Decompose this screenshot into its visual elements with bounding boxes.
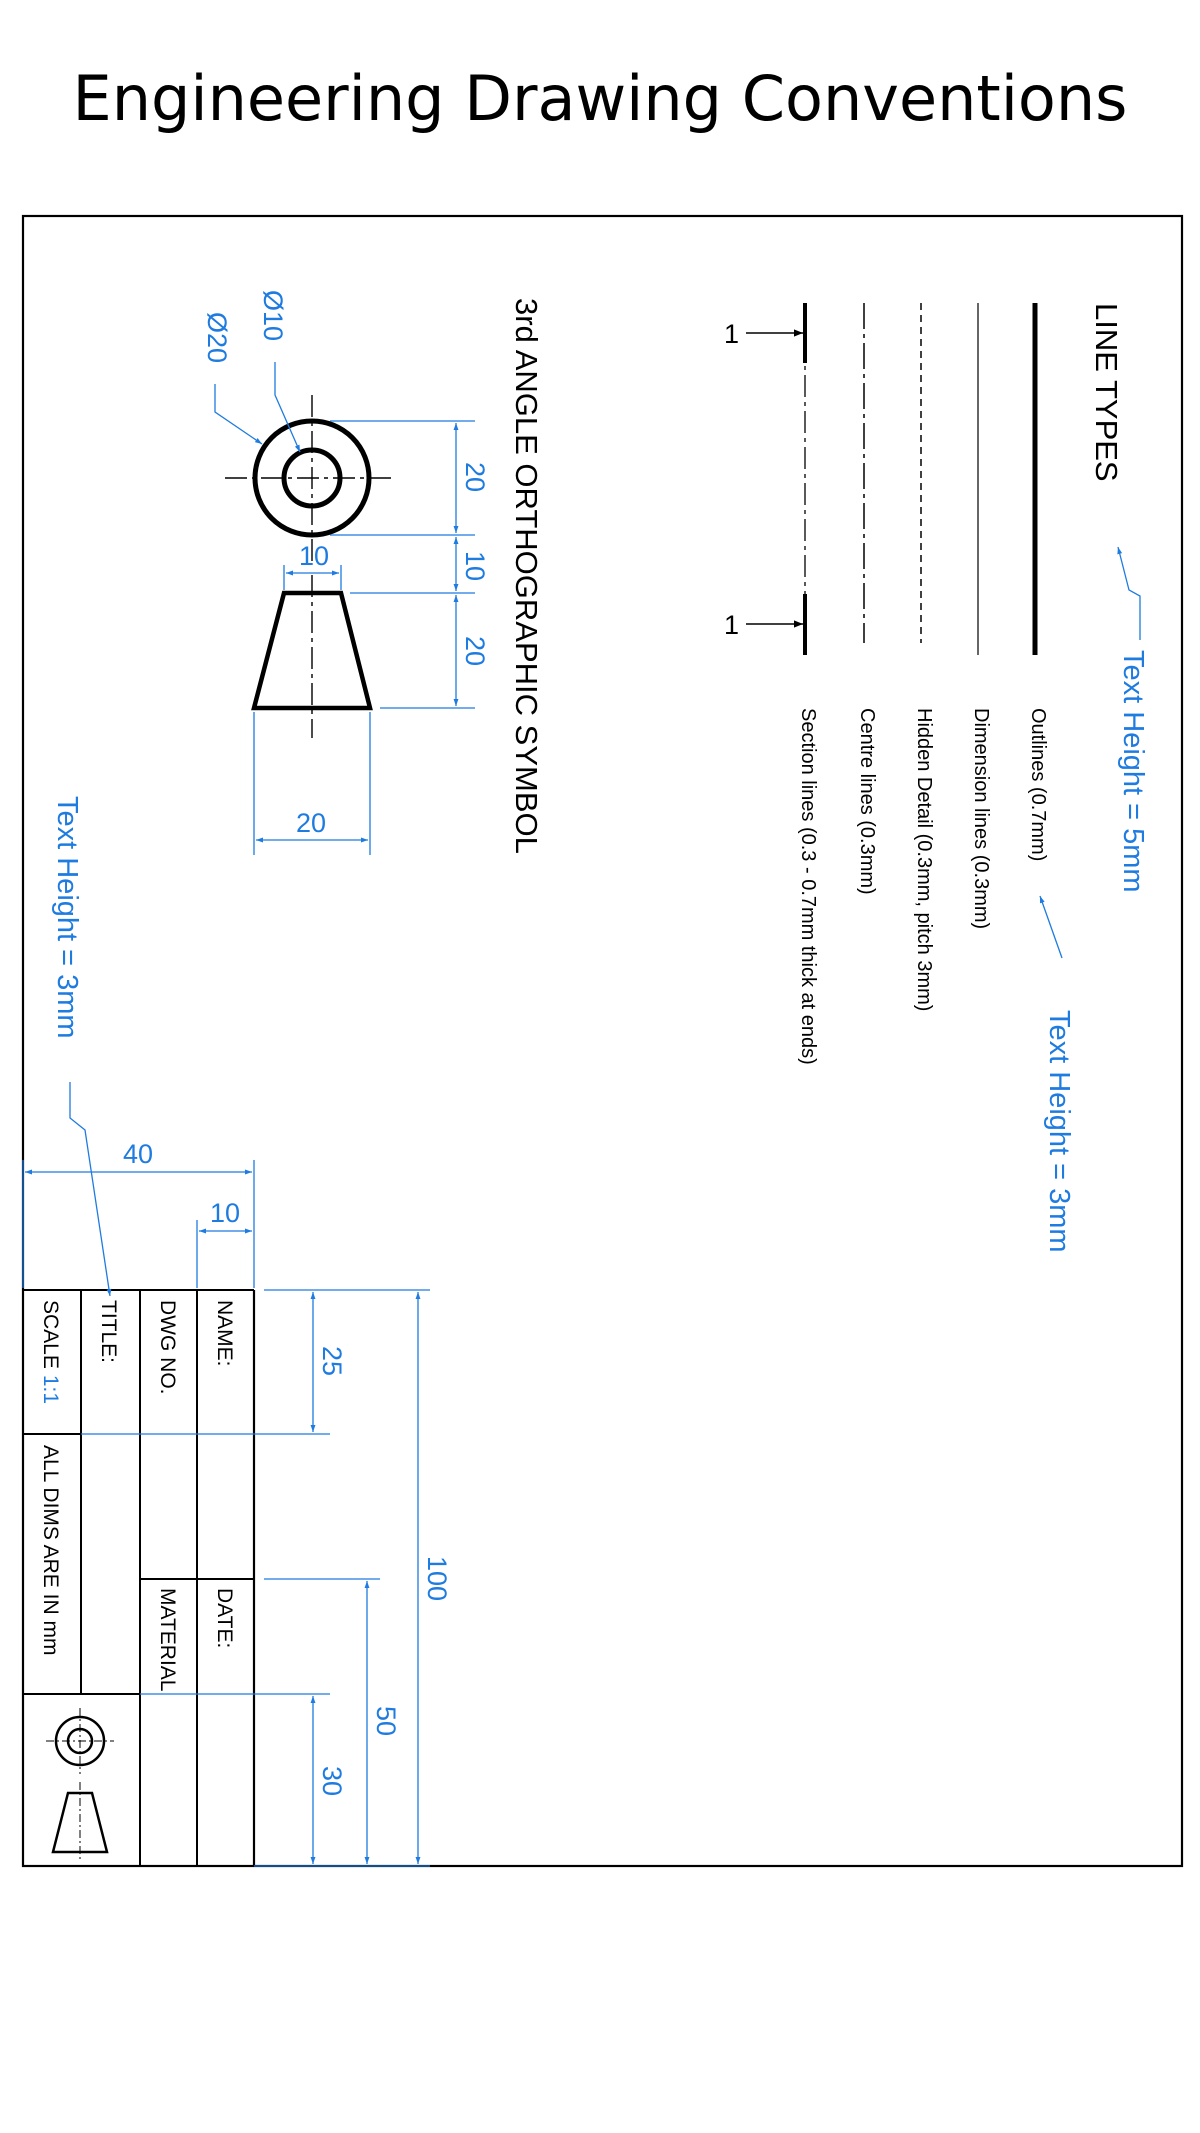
cell-50-value: 50: [371, 1706, 401, 1737]
centre-line-label: Centre lines (0.3mm): [856, 708, 878, 895]
symbol-heading: 3rd ANGLE ORTHOGRAPHIC SYMBOL: [509, 298, 544, 854]
dimension-line-label: Dimension lines (0.3mm): [970, 708, 992, 930]
label-note-leader: [1040, 896, 1062, 958]
outer-diameter-leader: [215, 384, 262, 444]
page-title: Engineering Drawing Conventions: [72, 62, 1128, 135]
title-block: [23, 796, 452, 1866]
title-text-height-note: Text Height = 3mm: [51, 796, 83, 1039]
section-marker-top: 1: [724, 319, 740, 349]
material-label: MATERIAL: [156, 1588, 179, 1692]
inner-diameter-leader: [275, 362, 300, 452]
heading-text-height-note: Text Height = 5mm: [1117, 650, 1149, 893]
label-text-height-note: Text Height = 3mm: [1043, 1010, 1075, 1253]
cell-30-value: 30: [317, 1766, 347, 1797]
circle-height-value: 20: [460, 462, 490, 493]
scale-value: 1:1: [39, 1374, 62, 1405]
outer-diameter-label: Ø20: [202, 312, 232, 364]
third-angle-symbol-section: [202, 290, 544, 855]
all-dims-note: ALL DIMS ARE IN mm: [39, 1445, 62, 1656]
base-width-value: 20: [296, 808, 327, 838]
section-line-label: Section lines (0.3 - 0.7mm thick at ends): [797, 708, 819, 1065]
title-note-leader: [70, 1082, 110, 1296]
gap-value: 10: [460, 551, 490, 582]
name-label: NAME:: [213, 1300, 236, 1367]
block-width-value: 40: [123, 1139, 154, 1169]
date-label: DATE:: [213, 1588, 236, 1649]
block-length-value: 100: [422, 1556, 452, 1602]
small-width-value: 10: [299, 541, 330, 571]
cone-height-value: 20: [460, 636, 490, 667]
line-types-heading: LINE TYPES: [1089, 303, 1124, 482]
line-types-section: [724, 303, 1149, 1253]
dwg-no-label: DWG NO.: [156, 1300, 179, 1395]
scale-text: [39, 1300, 62, 1404]
cell-25-value: 25: [317, 1346, 347, 1377]
hidden-detail-label: Hidden Detail (0.3mm, pitch 3mm): [913, 708, 935, 1012]
scale-label: SCALE: [39, 1300, 62, 1369]
outline-label: Outlines (0.7mm): [1027, 708, 1049, 862]
row-width-value: 10: [210, 1198, 241, 1228]
title-label: TITLE:: [97, 1300, 120, 1364]
heading-note-leader: [1118, 547, 1140, 640]
inner-diameter-label: Ø10: [258, 290, 288, 342]
section-marker-bottom: 1: [724, 610, 740, 640]
